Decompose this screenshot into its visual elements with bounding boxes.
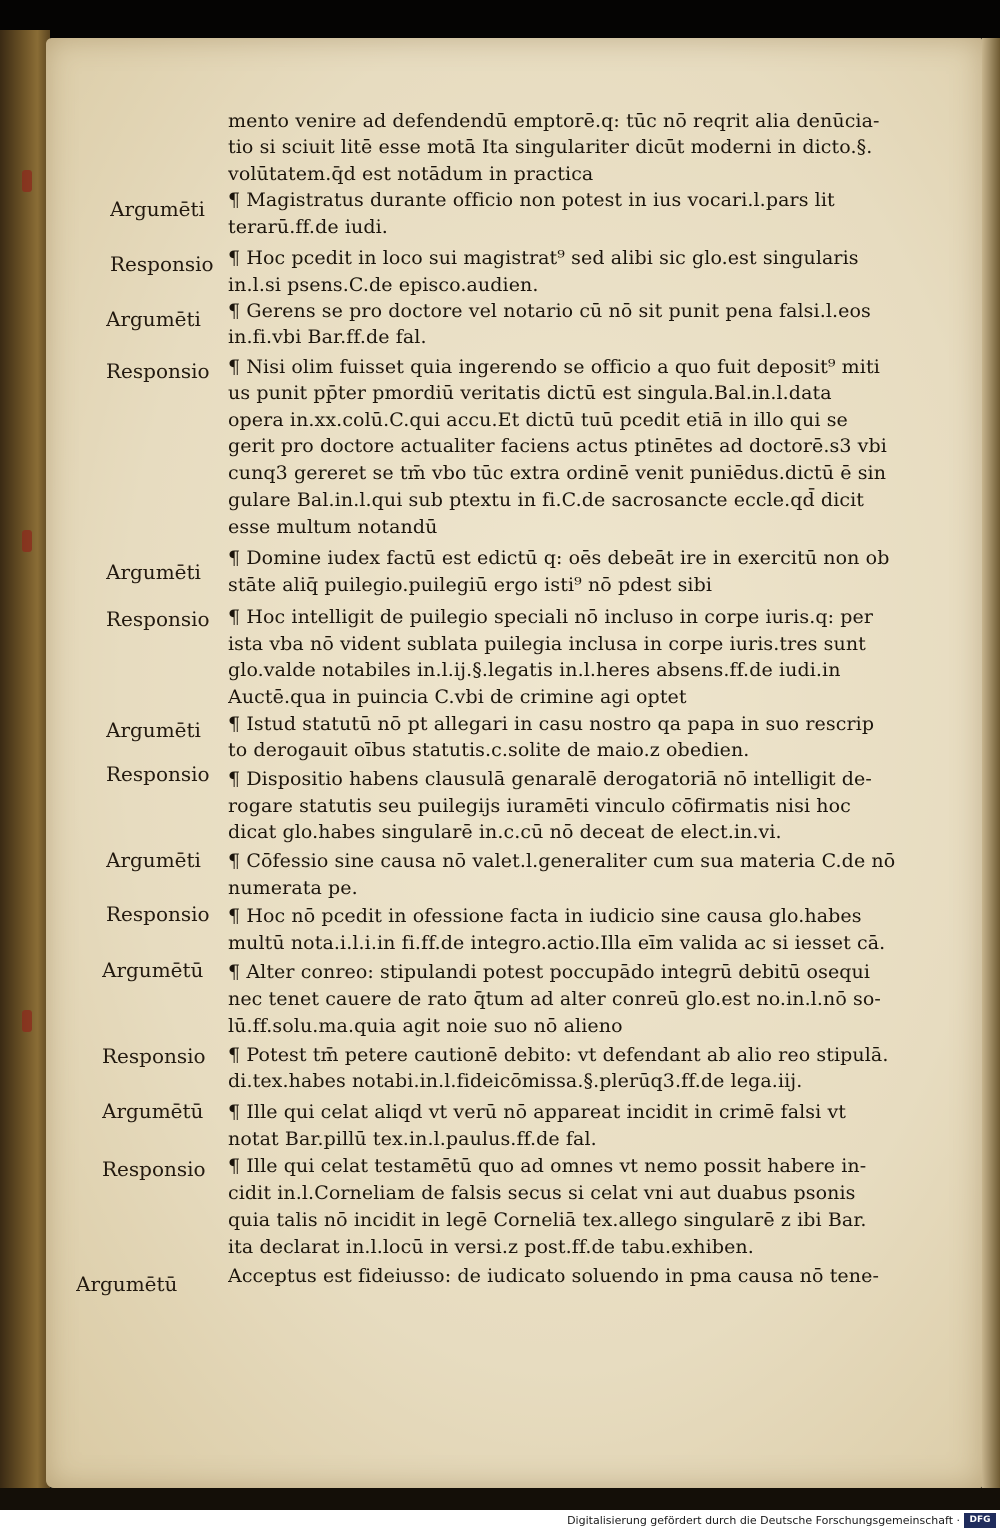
margin-label-responsio: Responsio [106, 762, 210, 786]
text-line: ¶ Ille qui celat testamētū quo ad omnes vt nemo possit habere in- [228, 1155, 867, 1177]
margin-label-responsio: Responsio [106, 902, 210, 926]
text-line: notat Bar.pillū tex.in.l.paulus.ff.de fal. [228, 1128, 597, 1150]
margin-label-responsio: Responsio [102, 1157, 206, 1181]
text-line: Auctē.qua in puincia C.vbi de crimine agi optet [228, 686, 687, 708]
book-binding [0, 30, 50, 1490]
margin-label-argumentum: Argumēti [110, 197, 205, 221]
text-line: ¶ Hoc intelligit de puilegio speciali nō incluso in corpe iuris.q: per [228, 606, 874, 628]
text-line: in.fi.vbi Bar.ff.de fal. [228, 326, 427, 348]
text-line: ¶ Domine iudex factū est edictū q: oēs debeāt ire in exercitū non ob [228, 547, 890, 569]
text-line: ¶ Hoc pcedit in loco sui magistrat⁹ sed alibi sic glo.est singularis [228, 247, 859, 269]
text-line: ¶ Potest tm̄ petere cautionē debito: vt defendant ab alio reo stipulā. [228, 1044, 889, 1066]
text-line: mento venire ad defendendū emptorē.q: tūc nō reqrit alia denūcia- [228, 110, 880, 132]
text-line: multū nota.i.l.i.in fi.ff.de integro.actio.Illa eīm valida ac si iesset cā. [228, 932, 886, 954]
text-line: ¶ Nisi olim fuisset quia ingerendo se officio a quo fuit deposit⁹ miti [228, 356, 880, 378]
footer-credit: Digitalisierung gefördert durch die Deutsche Forschungsgemeinschaft · [567, 1514, 960, 1527]
text-line: lū.ff.solu.ma.quia agit noie suo nō alieno [228, 1015, 623, 1037]
text-line: cidit in.l.Corneliam de falsis secus si celat vni aut duabus psonis [228, 1182, 856, 1204]
text-line: ¶ Cōfessio sine causa nō valet.l.generaliter cum sua materia C.de nō [228, 850, 896, 872]
margin-label-argumentum: Argumētū [102, 958, 204, 982]
text-line: rogare statutis seu puilegijs iuramēti vinculo cōfirmatis nisi hoc [228, 795, 851, 817]
text-line: numerata pe. [228, 877, 358, 899]
text-line: volūtatem.q̄d est notādum in practica [228, 163, 594, 185]
margin-label-responsio: Responsio [110, 252, 214, 276]
text-line: us punit pp̄ter pmordiū veritatis dictū est singula.Bal.in.l.data [228, 382, 832, 404]
text-line: dicat glo.habes singularē in.c.cū nō deceat de elect.in.vi. [228, 821, 782, 843]
page-edge-right [982, 38, 1000, 1490]
margin-label-argumentum: Argumēti [106, 718, 201, 742]
text-line: Acceptus est fideiusso: de iudicato soluendo in pma causa nō tene- [228, 1265, 879, 1287]
text-line: ita declarat in.l.locū in versi.z post.ff.de tabu.exhiben. [228, 1236, 754, 1258]
text-line: cunq3 gereret se tm̄ vbo tūc extra ordinē venit puniēdus.dictū ē sin [228, 462, 887, 484]
text-line: di.tex.habes notabi.in.l.fideicōmissa.§.plerūq3.ff.de lega.iij. [228, 1070, 803, 1092]
text-line: tio si sciuit litē esse motā Ita singulariter dicūt moderni in dicto.§. [228, 136, 873, 158]
margin-label-responsio: Responsio [102, 1044, 206, 1068]
dfg-logo: DFG [964, 1513, 996, 1528]
text-line: ¶ Gerens se pro doctore vel notario cū nō sit punit pena falsi.l.eos [228, 300, 871, 322]
text-line: in.l.si psens.C.de episco.audien. [228, 274, 539, 296]
margin-label-responsio: Responsio [106, 607, 210, 631]
text-line: quia talis nō incidit in legē Corneliā tex.allego singularē z ibi Bar. [228, 1209, 867, 1231]
text-line: stāte aliq̄ puilegio.puilegiū ergo isti⁹ nō pdest sibi [228, 574, 713, 596]
scan-bottom-edge [0, 1488, 1000, 1510]
margin-label-argumentum: Argumēti [106, 307, 201, 331]
text-line: gulare Bal.in.l.qui sub ptextu in fi.C.de sacrosancte eccle.qd̄ dicit [228, 489, 865, 511]
margin-label-responsio: Responsio [106, 359, 210, 383]
text-line: ¶ Ille qui celat aliqd vt verū nō appareat incidit in crimē falsi vt [228, 1101, 847, 1123]
text-line: terarū.ff.de iudi. [228, 216, 388, 238]
text-line: to derogauit oībus statutis.c.solite de maio.z obedien. [228, 739, 750, 761]
text-line: nec tenet cauere de rato q̄tum ad alter conreū glo.est no.in.l.nō so- [228, 988, 881, 1010]
text-line: gerit pro doctore actualiter faciens actus ptinētes ad doctorē.s3 vbi [228, 435, 887, 457]
binding-red-mark [22, 530, 32, 552]
text-line: ¶ Magistratus durante officio non potest in ius vocari.l.pars lit [228, 189, 835, 211]
margin-label-argumentum: Argumēti [106, 560, 201, 584]
text-line: ¶ Dispositio habens clausulā genaralē derogatoriā nō intelligit de- [228, 768, 872, 790]
text-line: ¶ Alter conreo: stipulandi potest poccupādo integrū debitū osequi [228, 961, 871, 983]
margin-label-argumentum: Argumētū [76, 1272, 178, 1296]
margin-label-argumentum: Argumētū [102, 1099, 204, 1123]
binding-red-mark [22, 1010, 32, 1032]
text-line: ¶ Hoc nō pcedit in ofessione facta in iudicio sine causa glo.habes [228, 905, 862, 927]
binding-red-mark [22, 170, 32, 192]
text-line: glo.valde notabiles in.l.ij.§.legatis in.l.heres absens.ff.de iudi.in [228, 659, 841, 681]
text-line: opera in.xx.colū.C.qui accu.Et dictū tuū pcedit etiā in illo qui se [228, 409, 848, 431]
margin-label-argumentum: Argumēti [106, 848, 201, 872]
text-line: ¶ Istud statutū nō pt allegari in casu nostro qa papa in suo rescrip [228, 713, 875, 735]
text-line: ista vba nō vident sublata puilegia inclusa in corpe iuris.tres sunt [228, 633, 866, 655]
text-line: esse multum notandū [228, 516, 438, 538]
